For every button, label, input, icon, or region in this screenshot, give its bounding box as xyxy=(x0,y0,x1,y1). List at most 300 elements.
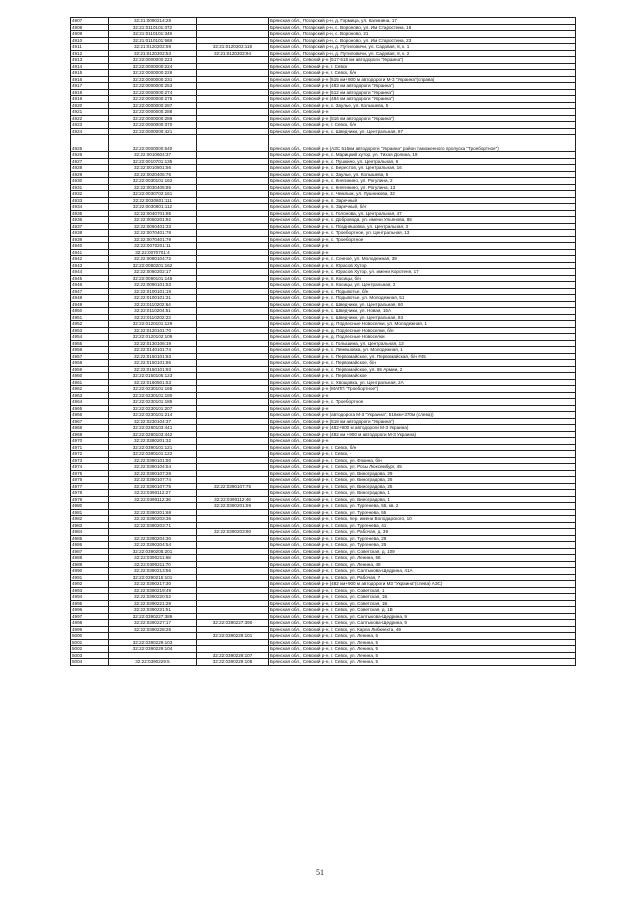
row-number-cell: 4936 xyxy=(71,217,109,224)
cadastral-number-cell: 32:22:0090101:53 xyxy=(109,282,197,289)
row-number-cell: 4966 xyxy=(71,412,109,419)
cadastral-number-cell: 32:22:0230104:37 xyxy=(109,418,197,425)
address-cell: Брянская обл., Севский р-н, г. Севск, ул. Ленина, 48 xyxy=(269,561,576,568)
cadastral-number-cell: 32:22:0000000:253 xyxy=(109,83,197,90)
cadastral-number-cell: 32:22:0390201:68 xyxy=(109,509,197,516)
cadastral-number-cell: 32:22:0160501:53 xyxy=(109,379,197,386)
row-number-cell: 4935 xyxy=(71,210,109,217)
cadastral-number-cell: 32:22:0390228:26 xyxy=(109,626,197,633)
row-number-cell: 5002 xyxy=(71,646,109,653)
cadastral-number-cell: 32:22:0230101:207 xyxy=(109,405,197,412)
address-cell: Брянская обл., Севский р-н, г. Севск, ул. Тургенева, 25 xyxy=(269,542,576,549)
row-number-cell: 4998 xyxy=(71,620,109,627)
address-cell: Брянская обл., Севский р-н, с. Шведчики, ул. Центральная, 83 xyxy=(269,314,576,321)
address-cell: Брянская обл., Севский р-н, с. Подывотье, б/н xyxy=(269,288,576,295)
row-number-cell: 4922 xyxy=(71,115,109,122)
row-number-cell: 4981 xyxy=(71,509,109,516)
cadastral-number-cell: 32:22:0110204:51 xyxy=(109,308,197,315)
address-cell: Брянская обл., Севский р-н, с. Пушкино, ул. Центральная, 6 xyxy=(269,158,576,165)
cadastral-number-cell: 32:22:0030405:85 xyxy=(109,184,197,191)
address-cell: Брянская обл., Севский р-н, г. Севск, ул. Ленина, 56 xyxy=(269,555,576,562)
row-number-cell: 4947 xyxy=(71,288,109,295)
row-number-cell: 4978 xyxy=(71,490,109,497)
address-cell: Брянская обл., Севский р-н, г. Севск, ул. Ленина, 5 xyxy=(269,633,576,640)
row-number-cell: 4940 xyxy=(71,243,109,250)
cadastral-number-cell: 32:22:0280103:442 xyxy=(109,431,197,438)
row-number-cell: 5000 xyxy=(71,633,109,640)
address-cell: Брянская обл., Севский р-н, с. Подывотье, ул. Молодежная, 51 xyxy=(269,295,576,302)
address-cell: Брянская обл., Севский р-н, г. Севск, ул. Розы Люксембург, 45 xyxy=(269,464,576,471)
row-number-cell: 4971 xyxy=(71,444,109,451)
cadastral-number-cell: 32:22:0390101:50 xyxy=(109,457,197,464)
address-cell: Брянская обл., Севский р-н, с. Княгинино, ул. Рогулина, 13 xyxy=(269,184,576,191)
row-number-cell: 4970 xyxy=(71,438,109,445)
row-number-cell: 4975 xyxy=(71,470,109,477)
address-cell: Брянская обл., Севский р-н, д. Подлесные Новоселки, ул. Молодежная, 1 xyxy=(269,321,576,328)
row-number-cell: 4968 xyxy=(71,425,109,432)
previous-number-cell: 32:21:0120202:118 xyxy=(197,44,269,51)
row-number-cell: 4976 xyxy=(71,477,109,484)
row-number-cell: 4956 xyxy=(71,347,109,354)
row-number-cell: 4991 xyxy=(71,574,109,581)
cadastral-number-cell: 32:22:0390221:29 xyxy=(109,600,197,607)
cadastral-number-cell: 32:22:0080201:162 xyxy=(109,262,197,269)
cadastral-number-cell: 32:22:0280103:441 xyxy=(109,425,197,432)
address-cell: Брянская обл., Севский р-н, п. Заречный xyxy=(269,197,576,204)
cadastral-number-cell: 32:22:0000000:288 xyxy=(109,109,197,116)
table-row xyxy=(71,135,576,152)
previous-number-cell: 32:22:0390229:108 xyxy=(197,659,269,666)
address-cell: Брянская обл., Севский р-н, г. Севск, ул. Рабочая, д. 39 xyxy=(269,529,576,536)
cadastral-number-cell: 32:22:0000000:224 xyxy=(109,63,197,70)
address-cell: Брянская обл., Севский р-н, с. Чемлыж, ул. Лушникова, 32 xyxy=(269,191,576,198)
cadastral-number-cell: 32:22:0390213:56 xyxy=(109,568,197,575)
cadastral-number-cell: 32:22:0230101:185 xyxy=(109,399,197,406)
cadastral-number-cell: 32:22:0030801:111 xyxy=(109,197,197,204)
row-number-cell: 4934 xyxy=(71,204,109,211)
address-cell: Брянская обл., Севский р-н, с. Юрасов Хутор, ул. имени Коротеня, 17 xyxy=(269,269,576,276)
row-number-cell: 4979 xyxy=(71,496,109,503)
row-number-cell: 4964 xyxy=(71,399,109,406)
cadastral-number-cell: 32:22:0070401:79 xyxy=(109,236,197,243)
cadastral-number-cell: 32:22:0050201:92 xyxy=(109,217,197,224)
cadastral-number-cell: 32:22:0390229:104 xyxy=(109,646,197,653)
address-cell: Брянская обл., Севский р-н, п. Заречный, б/н xyxy=(269,204,576,211)
cadastral-number-cell: 32:21:0110101:372 xyxy=(109,24,197,31)
row-number-cell: 4931 xyxy=(71,184,109,191)
cadastral-number-cell: 32:22:0230101:214 xyxy=(109,412,197,419)
cadastral-number-cell: 32:22:0390101:121 xyxy=(109,444,197,451)
cadastral-number-cell: 32:22:0030101:162 xyxy=(109,178,197,185)
row-number-cell: 4942 xyxy=(71,256,109,263)
cadastral-number-cell: 32:22:0130106:19 xyxy=(109,340,197,347)
address-cell: Брянская обл., Погарский р-н, с. Вороново, 21 xyxy=(269,31,576,38)
cadastral-number-cell: 32:22:0100101:31 xyxy=(109,295,197,302)
address-cell: Брянская обл., Севский р-н, д. Подлесные Новоселки xyxy=(269,334,576,341)
cadastral-number-cell: 32:22:0390112:36 xyxy=(109,496,197,503)
address-cell: Брянская обл., Севский р-н xyxy=(269,249,576,256)
row-number-cell: 4910 xyxy=(71,37,109,44)
cadastral-number-cell: 32:22:0010801:56 xyxy=(109,165,197,172)
cadastral-number-cell: 32:22:0150101:86 xyxy=(109,360,197,367)
row-number-cell: 4977 xyxy=(71,483,109,490)
row-number-cell: 4911 xyxy=(71,44,109,51)
address-cell: Брянская обл., Севский р-н, г. Севск, ул. Рабочая, 7 xyxy=(269,574,576,581)
address-cell: Брянская обл., Севский р-н, г. Севск, ул. Ленина, 5 xyxy=(269,652,576,659)
cadastral-number-cell: 32:22:0000000:540 xyxy=(109,135,197,152)
row-number-cell: 4921 xyxy=(71,109,109,116)
previous-number-cell: 32:22:0390227:390 xyxy=(197,620,269,627)
cadastral-number-cell: 32:22:0010604:37 xyxy=(109,152,197,159)
table-row xyxy=(71,659,576,666)
address-cell: Брянская обл., Севский р-н, г. Севск xyxy=(269,63,576,70)
row-number-cell: 5001 xyxy=(71,639,109,646)
address-cell: Брянская обл., Погарский р-н, д. Путиловичи, ул. Садовая, 8, к. 2 xyxy=(269,50,576,57)
row-number-cell: 4932 xyxy=(71,191,109,198)
address-cell: Брянская обл., Севский р-н, г. Севск, ул. Фокина, б/н xyxy=(269,457,576,464)
row-number-cell: 4994 xyxy=(71,594,109,601)
row-number-cell: 4915 xyxy=(71,70,109,77)
row-number-cell: 4996 xyxy=(71,607,109,614)
address-cell: Брянская обл., Севский р-н, г. Севск, ул. Виноградова, 25 xyxy=(269,483,576,490)
row-number-cell: 4939 xyxy=(71,236,109,243)
cadastral-number-cell: 32:22:0060401:33 xyxy=(109,223,197,230)
cadastral-number-cell: 32:21:0110101:568 xyxy=(109,37,197,44)
address-cell: Брянская обл., Севский р-н, г. Севск, ул. Советская, д. 1В xyxy=(269,607,576,614)
row-number-cell: 4959 xyxy=(71,366,109,373)
cadastral-number-cell: 32:22:0390101:122 xyxy=(109,451,197,458)
previous-number-cell: 32:22:0390203:90 xyxy=(197,529,269,536)
address-cell: Брянская обл., Севский р-н, г. Севск, пер. имени Володарского, 10 xyxy=(269,516,576,523)
address-cell: Брянская обл., Севский р-н (516 км автодороги "Украина") xyxy=(269,115,576,122)
cadastral-number-cell: 32:22:0080202:17 xyxy=(109,269,197,276)
cadastral-number-cell: 32:22:0000000:231 xyxy=(109,76,197,83)
address-cell: Брянская обл., Севский р-н xyxy=(269,109,576,116)
row-number-cell: 4952 xyxy=(71,321,109,328)
previous-number-cell: 32:22:0390107:75 xyxy=(197,483,269,490)
row-number-cell: 4999 xyxy=(71,626,109,633)
address-cell: Брянская обл., Севский р-н (483 км автодороги "Украина") xyxy=(269,83,576,90)
cadastral-number-cell: 32:22:0000000:274 xyxy=(109,89,197,96)
address-cell: Брянская обл., Севский р-н, г. Севск, - xyxy=(269,451,576,458)
row-number-cell: 4955 xyxy=(71,340,109,347)
cadastral-number-cell: 32:22:0000000:421 xyxy=(109,128,197,135)
cadastral-number-cell: 32:22:0390205:201 xyxy=(109,548,197,555)
row-number-cell: 4930 xyxy=(71,178,109,185)
address-cell: Брянская обл., Севский р-н, с. Хвощовка, ул. Центральная, 2А xyxy=(269,379,576,386)
row-number-cell: 4937 xyxy=(71,223,109,230)
table-body xyxy=(71,18,576,666)
row-number-cell: 4926 xyxy=(71,152,109,159)
cadastral-number-cell: 32:22:0000000:289 xyxy=(109,115,197,122)
address-cell: Брянская обл., Севский р-н, г. Севск, ул. Салтыкова-Щедрина, 9 xyxy=(269,613,576,620)
row-number-cell: 4986 xyxy=(71,542,109,549)
cadastral-number-cell: 32:22:0070401:78 xyxy=(109,230,197,237)
address-cell: Брянская обл., Севский р-н, с. Марицкий хутор, ул. Тихая Долина, 19 xyxy=(269,152,576,159)
address-cell: Брянская обл., Севский р-н, с. Княгинино, ул. Рогулина, 2 xyxy=(269,178,576,185)
address-cell: Брянская обл., Севский р-н, п. Косицы, ул. Центральная, 2 xyxy=(269,282,576,289)
row-number-cell: 4962 xyxy=(71,386,109,393)
cadastral-number-cell: 32:21:0090214:28 xyxy=(109,18,197,25)
cadastral-number-cell: 32:22:0070201:11 xyxy=(109,243,197,250)
address-cell: Брянская обл., Севский р-н, г. Севск, б/н xyxy=(269,70,576,77)
cadastral-number-cell: 32:22:0390107:28 xyxy=(109,470,197,477)
row-number-cell: 4917 xyxy=(71,83,109,90)
previous-number-cell: 32:22:0390201:59 xyxy=(197,503,269,510)
cadastral-number-cell: 32:22:0390211:70 xyxy=(109,561,197,568)
cadastral-number-cell: 32:22:0120101:70 xyxy=(109,327,197,334)
address-cell: Брянская обл., Севский р-н, с. Юрасов Хутор xyxy=(269,262,576,269)
address-cell: Брянская обл., Севский р-н, г. Севск, ул. Тургенева, 29 xyxy=(269,535,576,542)
address-cell: Брянская обл., Севский р-н, с. Шведчики, ул. Центральная, 60 xyxy=(269,301,576,308)
row-number-cell: 4918 xyxy=(71,89,109,96)
cadastral-number-cell: 32:22:0390229:103 xyxy=(109,639,197,646)
cadastral-number-cell: 32:22:0390203:71 xyxy=(109,522,197,529)
cadastral-number-cell: 32:22:0080104:72 xyxy=(109,256,197,263)
cadastral-number-cell: 32:21:0120202:53 xyxy=(109,50,197,57)
previous-number-cell: 32:22:0390112:46 xyxy=(197,496,269,503)
row-number-cell: 5004 xyxy=(71,659,109,666)
address-cell: Брянская обл., Севский р-н, с. Лемешовка, ул. Молодежная, 1 xyxy=(269,347,576,354)
cadastral-number-cell: 32:22:0390204:54 xyxy=(109,542,197,549)
address-cell: Брянская обл., Севский р-н, г. Севск, ул. Виноградова, 25 xyxy=(269,477,576,484)
cadastral-number-cell: 32:22:0390220:52 xyxy=(109,594,197,601)
row-number-cell: 4920 xyxy=(71,102,109,109)
row-number-cell: 4948 xyxy=(71,295,109,302)
cadastral-number-cell: 32:21:0120202:59 xyxy=(109,44,197,51)
address-cell: Брянская обл., Севский р-н, с. Первомайское, ул. Первомайская, б/н #45 xyxy=(269,353,576,360)
cadastral-number-cell: 32:22:0000000:287 xyxy=(109,102,197,109)
row-number-cell: 4983 xyxy=(71,522,109,529)
address-cell: Брянская обл., Севский р-н, с. Поздняшовка, ул. Центральная, 3 xyxy=(269,223,576,230)
cadastral-number-cell: 32:22:0230101:180 xyxy=(109,392,197,399)
cadastral-number-cell: 32:22:0120101:129 xyxy=(109,321,197,328)
cadastral-number-cell: 32:22:0390107:75 xyxy=(109,483,197,490)
cadastral-number-cell: 32:22:0040701:95 xyxy=(109,210,197,217)
row-number-cell: 4989 xyxy=(71,561,109,568)
row-number-cell: 4967 xyxy=(71,418,109,425)
address-cell: Брянская обл., Севский р-н xyxy=(269,243,576,250)
row-number-cell: 4916 xyxy=(71,76,109,83)
row-number-cell: 4919 xyxy=(71,96,109,103)
row-number-cell: 4974 xyxy=(71,464,109,471)
address-cell: Брянская обл., Севский р-н, г. Севск, ул. Тургенева, 55, кв. 2 xyxy=(269,503,576,510)
cadastral-number-cell: 32:22:0150101:83 xyxy=(109,353,197,360)
address-cell: Брянская обл., Севский р-н, с. Добровода, ул. имени Ульянова, 85 xyxy=(269,217,576,224)
cadastral-number-cell: 32:22:0110202:23 xyxy=(109,314,197,321)
address-cell: Брянская обл., Погарский р-н, с. Вороново, ул. Им Старостина, 23 xyxy=(269,37,576,44)
row-number-cell: 4953 xyxy=(71,327,109,334)
address-cell: Брянская обл., Севский р-н, с. Первомайское, ул. 65 Армии, 2 xyxy=(269,366,576,373)
row-number-cell: 4943 xyxy=(71,262,109,269)
row-number-cell: 4984 xyxy=(71,529,109,536)
address-cell: Брянская обл., Севский р-н xyxy=(269,438,576,445)
address-cell: Брянская обл., Севский р-н, с. Голонова, ул. Центральная, 47 xyxy=(269,210,576,217)
cadastral-number-cell: 32:22:0000000:223 xyxy=(109,57,197,64)
address-cell: Брянская обл., Севский р-н (512 км автодороги "Украина") xyxy=(269,89,576,96)
row-number-cell: 4980 xyxy=(71,503,109,510)
row-number-cell: 4945 xyxy=(71,275,109,282)
cadastral-number-cell: 32:22:0070701:4 xyxy=(109,249,197,256)
row-number-cell: 4941 xyxy=(71,249,109,256)
address-cell: Брянская обл., Севский р-н, г. Севск, ул. Ленина, 5 xyxy=(269,659,576,666)
cadastral-number-cell: 32:22:0100101:19 xyxy=(109,288,197,295)
cadastral-number-cell: 32:22:0390217:30 xyxy=(109,581,197,588)
cadastral-number-cell: 32:22:0380201:32 xyxy=(109,438,197,445)
previous-number-cell: 32:22:0390229:101 xyxy=(197,633,269,640)
row-number-cell: 4969 xyxy=(71,431,109,438)
address-cell: Брянская обл., Севский р-н, с. Заулье, ул. Колышева, 5 xyxy=(269,171,576,178)
address-cell: Брянская обл., Севский р-н, г. Севск, ул. Ленина, 5 xyxy=(269,639,576,646)
row-number-cell: 4997 xyxy=(71,613,109,620)
cadastral-number-cell: 32:22:0150101:93 xyxy=(109,366,197,373)
row-number-cell: 4929 xyxy=(71,171,109,178)
cadastral-number-cell: 32:22:0150105:123 xyxy=(109,373,197,380)
address-cell: Брянская обл., Севский р-н, г. Севск, ул. Салтыкова-Щедрина, 41А xyxy=(269,568,576,575)
address-cell: Брянская обл., Севский р-н (автодорога М-3 "Украина", 516км+370м (слева)) xyxy=(269,412,576,419)
address-cell: Брянская обл., Севский р-н (482+900 м автодороги М-3 Украина) xyxy=(269,425,576,432)
address-cell: Брянская обл., Севский р-н, г. Севск, ул. Виноградова, 1 xyxy=(269,496,576,503)
row-number-cell: 4923 xyxy=(71,122,109,129)
address-cell: Брянская обл., Севский р-н xyxy=(269,392,576,399)
cadastral-number-cell: 32:22:0030801:112 xyxy=(109,204,197,211)
cadastral-number-cell: 32:22:0390219:49 xyxy=(109,587,197,594)
address-cell: Брянская обл., Севский р-н (482 км +900 м автодороги М-3 Украина) xyxy=(269,431,576,438)
address-cell: Брянская обл., Севский р-н, с. Голышина, ул. Центральная, 13 xyxy=(269,340,576,347)
cadastral-number-cell: 32:22:0390211:68 xyxy=(109,555,197,562)
cadastral-number-cell: 32:22:0390221:51 xyxy=(109,607,197,614)
row-number-cell: 4944 xyxy=(71,269,109,276)
address-cell: Брянская обл., Севский р-н, г. Севск, б/н xyxy=(269,122,576,129)
address-cell: Брянская обл., Севский р-н, д. Подлесные Новоселки, б/н xyxy=(269,327,576,334)
address-cell: Брянская обл., Севский р-н, г. Севск, ул. Салтыкова-Щедрина, 9 xyxy=(269,620,576,627)
address-cell: Брянская обл., Севский р-н (АЗС 515км автодороги "Украина" район таможенного пропуска "Троебортное") xyxy=(269,135,576,152)
address-cell: Брянская обл., Севский р-н xyxy=(269,405,576,412)
page-number: 51 xyxy=(316,868,324,877)
address-cell: Брянская обл., Севский р-н, г. Севск, ул. Виноградова, 29 xyxy=(269,470,576,477)
cadastral-register-table xyxy=(70,17,576,666)
row-number-cell: 4963 xyxy=(71,392,109,399)
cadastral-number-cell: 32:22:0390204:30 xyxy=(109,535,197,542)
cadastral-number-cell: 32:22:0000000:275 xyxy=(109,96,197,103)
cadastral-number-cell: 32:22:0390104:54 xyxy=(109,464,197,471)
address-cell: Брянская обл., Севский р-н (515 км+900 м автодороги М-3 "Украина"(справа) xyxy=(269,76,576,83)
address-cell: Брянская обл., Севский р-н, г. Севск, ул. Советская, 1Б xyxy=(269,594,576,601)
row-number-cell: 4954 xyxy=(71,334,109,341)
cadastral-number-cell: 32:22:0390107:74 xyxy=(109,477,197,484)
cadastral-number-cell: 32:22:0230101:165 xyxy=(109,386,197,393)
address-cell: Брянская обл., Севский р-н, с. Шведчики, ул. Центральная, 87 xyxy=(269,128,576,135)
row-number-cell: 4985 xyxy=(71,535,109,542)
row-number-cell: 4973 xyxy=(71,457,109,464)
address-cell: Брянская обл., Севский р-н, г. Севск, ул. Тургенева, 55 xyxy=(269,509,576,516)
cadastral-number-cell: 32:22:0390215:101 xyxy=(109,574,197,581)
address-cell: Брянская обл., Севский р-н, г. Севск, ул. Ленина, 5 xyxy=(269,646,576,653)
row-number-cell: 4965 xyxy=(71,405,109,412)
row-number-cell: 4950 xyxy=(71,308,109,315)
row-number-cell: 4995 xyxy=(71,600,109,607)
cadastral-number-cell: 32:22:0140101:74 xyxy=(109,347,197,354)
row-number-cell: 4972 xyxy=(71,451,109,458)
address-cell: Брянская обл., Севский р-н, с. Троебортное, ул. Центральная, 13 xyxy=(269,230,576,237)
address-cell: Брянская обл., Севский р-н, с. Шведчики, ул. Новая, 15А xyxy=(269,308,576,315)
row-number-cell: 4951 xyxy=(71,314,109,321)
row-number-cell: 4938 xyxy=(71,230,109,237)
address-cell: Брянская обл., Севский р-н, с. Троебортное xyxy=(269,399,576,406)
cadastral-number-cell: 32:22:0390227:17 xyxy=(109,620,197,627)
row-number-cell: 4927 xyxy=(71,158,109,165)
address-cell: Брянская обл., Севский р-н, г. Севск, ул. Карла Либкнехта, 49 xyxy=(269,626,576,633)
cadastral-number-cell: 32:22:0020406:76 xyxy=(109,171,197,178)
cadastral-number-cell: 32:22:0090101:145 xyxy=(109,275,197,282)
address-cell: Брянская обл., Севский р-н, с. Первомайское xyxy=(269,373,576,380)
row-number-cell: 4928 xyxy=(71,165,109,172)
address-cell: Брянская обл., Севский р-н, г. Севск, ул. Тургенева, 41 xyxy=(269,522,576,529)
row-number-cell: 4958 xyxy=(71,360,109,367)
row-number-cell: 4993 xyxy=(71,587,109,594)
address-cell: Брянская обл., Севский р-н, с. Заулье, ул. Колышева, 5 xyxy=(269,102,576,109)
address-cell: Брянская обл., Севский р-н (МАПП "Троебортное") xyxy=(269,386,576,393)
previous-number-cell: 32:22:0390229:107 xyxy=(197,652,269,659)
address-cell: Брянская обл., Севский р-н, с. Сенное, ул. Молодежная, 39 xyxy=(269,256,576,263)
address-cell: Брянская обл., Погарский р-н, д. Гормица, ул. Калинина, 17 xyxy=(269,18,576,25)
address-cell: Брянская обл., Севский р-н, п. Косицы, б/н xyxy=(269,275,576,282)
cadastral-number-cell: 32:22:0120102:109 xyxy=(109,334,197,341)
cadastral-number-cell: 32:22:0010701:135 xyxy=(109,158,197,165)
cadastral-number-cell: 32:22:0030702:161 xyxy=(109,191,197,198)
address-cell: Брянская обл., Севский р-н, г. Севск, ул. Советская, 1Б xyxy=(269,600,576,607)
row-number-cell: 4913 xyxy=(71,57,109,64)
previous-number-cell: 32:21:0120202:94 xyxy=(197,50,269,57)
address-cell: Брянская обл., Севский р-н (482 км+900 м автодороги М3 "Украина"(слева) АЗС) xyxy=(269,581,576,588)
row-number-cell: 4949 xyxy=(71,301,109,308)
row-number-cell: 4907 xyxy=(71,18,109,25)
row-number-cell: 4988 xyxy=(71,555,109,562)
row-number-cell: 4909 xyxy=(71,31,109,38)
address-cell: Брянская обл., Погарский р-н, д. Путиловичи, ул. Садовая, 8, к. 1 xyxy=(269,44,576,51)
row-number-cell: 4957 xyxy=(71,353,109,360)
address-cell: Брянская обл., Севский р-н, г. Севск, ул. Виноградова, 1 xyxy=(269,490,576,497)
address-cell: Брянская обл., Севский р-н, с. Берестов, ул. Центральная, 16 xyxy=(269,165,576,172)
cadastral-number-cell: 32:22:0390227:389 xyxy=(109,613,197,620)
address-cell: Брянская обл., Севский р-н (484 км автодороги "Украина") xyxy=(269,96,576,103)
row-number-cell: 4925 xyxy=(71,135,109,152)
previous-number-cell xyxy=(197,135,269,152)
cadastral-number-cell: 32:22:0000000:370 xyxy=(109,122,197,129)
cadastral-number-cell: 32:22:0390229:5 xyxy=(109,659,197,666)
row-number-cell: 4924 xyxy=(71,128,109,135)
row-number-cell: 4982 xyxy=(71,516,109,523)
address-cell: Брянская обл., Погарский р-н, с. Вороново, ул. Им Старостина, 18 xyxy=(269,24,576,31)
row-number-cell: 4946 xyxy=(71,282,109,289)
row-number-cell: 4914 xyxy=(71,63,109,70)
row-number-cell: 4990 xyxy=(71,568,109,575)
address-cell: Брянская обл., Севский р-н, с. Первомайское, б/н xyxy=(269,360,576,367)
row-number-cell: 4933 xyxy=(71,197,109,204)
row-number-cell: 5003 xyxy=(71,652,109,659)
address-cell: Брянская обл., Севский р-н, г. Севск, ул. Советская, 1 xyxy=(269,587,576,594)
cadastral-number-cell: 32:21:0110101:349 xyxy=(109,31,197,38)
cadastral-number-cell: 32:22:0000000:226 xyxy=(109,70,197,77)
address-cell: Брянская обл., Севский р-н (517-518 км автодороги "Украина") xyxy=(269,57,576,64)
row-number-cell: 4960 xyxy=(71,373,109,380)
row-number-cell: 4992 xyxy=(71,581,109,588)
address-cell: Брянская обл., Севский р-н, г. Севск, ул. Советская, д. 109 xyxy=(269,548,576,555)
address-cell: Брянская обл., Севский р-н, г. Севск, б/н xyxy=(269,444,576,451)
row-number-cell: 4912 xyxy=(71,50,109,57)
row-number-cell: 4987 xyxy=(71,548,109,555)
address-cell: Брянская обл., Севский р-н (518 км автодороги "Украина") xyxy=(269,418,576,425)
